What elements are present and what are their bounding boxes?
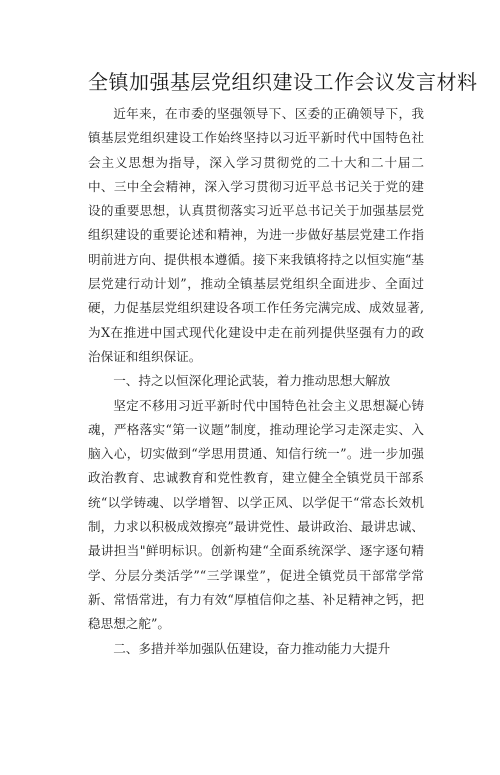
- intro-paragraph: 近年来，在市委的坚强领导下、区委的正确领导下，我镇基层党组织建设工作始终坚持以习近平新时代中国特色社会主义思想为指导，深入学习贯彻党的二十大和二十届二中、三中全会精神，深入学习贯彻习近平总书记关于党的建设的重要思想，认真贯彻落实习近平总书记关于加强基层党组织建设的重要论述和精神，为进一步做好基层党建工作指明前进方向、提供根本遵循。接下来我镇将持之以恒实施“基层党建行动计划”，推动全镇基层党组织全面进步、全面过硬，力促基层党组织建设各项工作任务完满完成、成效显著,为X在推进中国式现代化建设中走在前列提供坚强有力的政治保证和组织保证。: [88, 106, 424, 364]
- section-heading-2: 二、多措并举加强队伍建设，奋力推动能力大提升: [113, 640, 391, 656]
- section-heading-1: 一、持之以恒深化理论武装，着力推动思想大解放: [113, 373, 391, 389]
- document-page: [0, 68, 500, 775]
- document-title: 全镇加强基层党组织建设工作会议发言材料: [88, 70, 478, 94]
- document-body: [88, 102, 424, 661]
- section-1-paragraph: 坚定不移用习近平新时代中国特色社会主义思想凝心铸魂，严格落实“第一议题”制度，推动理论学习走深走实、入脑入心，切实做到“学思用贯通、知信行统一”。进一步加强政治教育、忠诚教育和党性教育，建立健全全镇党员干部系统“以学铸魂、以学增智、以学正风、以学促干“常态长效机制，力求以积极成效擦亮”最讲党性、最讲政治、最讲忠诚、最讲担当"鲜明标识。创新构建“全面系统深学、逐字逐句精学、分层分类活学”“三学课堂”，促进全镇党员干部常学常新、常悟常进，有力有效“厚植信仰之基、补足精神之钙，把稳思想之舵”。: [88, 397, 424, 632]
